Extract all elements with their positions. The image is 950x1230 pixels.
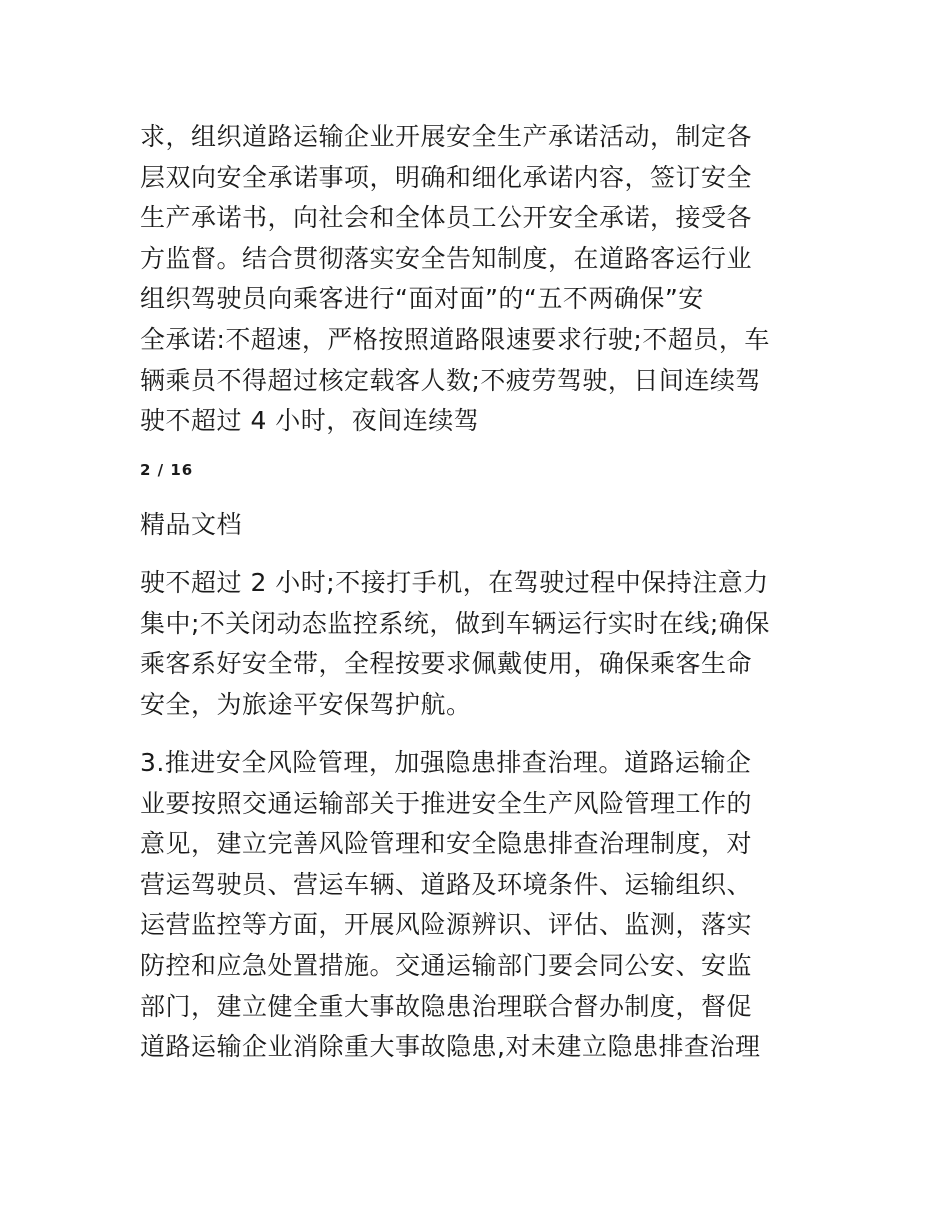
- text-line: 安全，为旅途平安保驾护航。: [140, 689, 472, 719]
- text-line: 部门，建立健全重大事故隐患治理联合督办制度，督促: [140, 991, 753, 1021]
- text-line: 层双向安全承诺事项，明确和细化承诺内容，签订安全: [140, 162, 753, 192]
- text-line: 营运驾驶员、营运车辆、道路及环境条件、运输组织、: [140, 869, 753, 899]
- paragraph-2: [140, 563, 820, 725]
- text-line: 集中;不关闭动态监控系统，做到车辆运行实时在线;确保: [140, 608, 770, 638]
- text-line: 方监督。结合贯彻落实安全告知制度，在道路客运行业: [140, 243, 753, 273]
- text-line: 驶不超过 4 小时，夜间连续驾: [140, 406, 480, 436]
- text-line: 运营监控等方面，开展风险源辨识、评估、监测，落实: [140, 910, 753, 940]
- text-line: 生产承诺书，向社会和全体员工公开安全承诺，接受各: [140, 203, 753, 233]
- page-number: 2 / 16: [140, 461, 194, 479]
- paragraph-1: [140, 117, 820, 442]
- text-line: 组织驾驶员向乘客进行“面对面”的“五不两确保”安: [140, 284, 704, 314]
- text-line: 驶不超过 2 小时;不接打手机，在驾驶过程中保持注意力: [140, 568, 769, 597]
- header-label: 精品文档: [140, 510, 243, 539]
- text-line: 求，组织道路运输企业开展安全生产承诺活动，制定各: [140, 122, 753, 151]
- text-line: 防控和应急处置措施。交通运输部门要会同公安、安监: [140, 950, 753, 980]
- text-line: 乘客系好安全带，全程按要求佩戴使用，确保乘客生命: [140, 649, 753, 679]
- text-line: 意见，建立完善风险管理和安全隐患排查治理制度，对: [140, 829, 753, 859]
- text-line: 道路运输企业消除重大事故隐患,对未建立隐患排查治理: [140, 1032, 761, 1062]
- text-line: 3.推进安全风险管理，加强隐患排查治理。道路运输企: [140, 748, 752, 777]
- text-line: 全承诺:不超速，严格按照道路限速要求行驶;不超员，车: [140, 324, 770, 354]
- paragraph-3: [140, 743, 820, 1068]
- text-line: 业要按照交通运输部关于推进安全生产风险管理工作的: [140, 788, 753, 818]
- text-line: 辆乘员不得超过核定载客人数;不疲劳驾驶，日间连续驾: [140, 365, 761, 395]
